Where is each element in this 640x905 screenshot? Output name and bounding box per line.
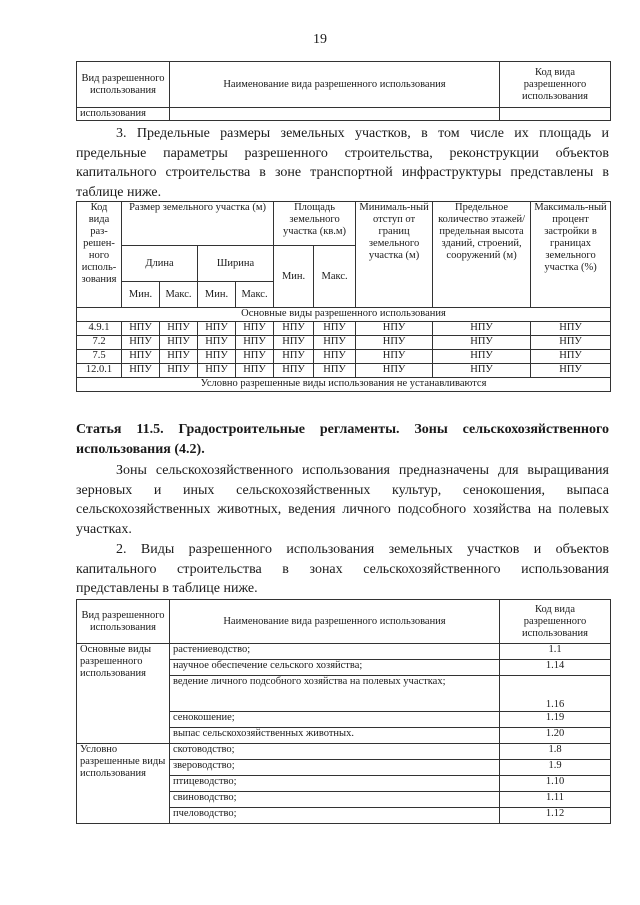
cell-value: НПУ (433, 322, 531, 336)
paragraph-3: 3. Предельные размеры земельных участков, в том числе их площадь и предельные параметры разрешенного строительства, реконструкции объектов капитального строительства в зоне транспортной инфраструктуры представлены в таблице ниже. (76, 126, 609, 200)
cell-value: НПУ (274, 364, 314, 378)
conditional-note: Условно разрешенные виды использования не устанавливаются (77, 378, 611, 392)
header-code: Код вида раз-решен-ного исполь-зования (77, 202, 122, 308)
header-width-min: Мин. (198, 282, 236, 308)
use-name: сенокошение; (170, 712, 500, 728)
header-code: Код вида разрешенного использования (500, 62, 611, 108)
header-type: Вид разрешенного использования (77, 62, 170, 108)
header-area: Площадь земельного участка (кв.м) (274, 202, 356, 246)
section-main: Основные виды разрешенного использования (77, 308, 611, 322)
cell-value: НПУ (314, 322, 356, 336)
cell-value: НПУ (274, 322, 314, 336)
header-name: Наименование вида разрешенного использования (170, 62, 500, 108)
cell-value: НПУ (160, 364, 198, 378)
cell-code: 7.2 (77, 336, 122, 350)
cell-value: НПУ (198, 364, 236, 378)
use-name: птицеводство; (170, 776, 500, 792)
use-code: 1.12 (500, 808, 611, 824)
cell-value: НПУ (314, 364, 356, 378)
use-name: научное обеспечение сельского хозяйства; (170, 660, 500, 676)
cell-value: НПУ (356, 336, 433, 350)
cell-value: НПУ (314, 336, 356, 350)
table-continuation (76, 61, 611, 121)
cell-value: НПУ (531, 364, 611, 378)
header-area-max: Макс. (314, 246, 356, 308)
header-size: Размер земельного участка (м) (122, 202, 274, 246)
table-cell-empty (170, 108, 500, 121)
use-name: свиноводство; (170, 792, 500, 808)
cell-value: НПУ (314, 350, 356, 364)
cell-value: НПУ (122, 350, 160, 364)
cell-value: НПУ (160, 336, 198, 350)
cell-value: НПУ (356, 322, 433, 336)
cell-value: НПУ (122, 364, 160, 378)
cell-value: НПУ (160, 350, 198, 364)
header-length-max: Макс. (160, 282, 198, 308)
table-row (77, 336, 611, 350)
cell-value: НПУ (274, 336, 314, 350)
header-width-max: Макс. (236, 282, 274, 308)
table-row-text: использования (77, 108, 170, 121)
cell-value: НПУ (236, 322, 274, 336)
use-code: 1.16 (500, 676, 611, 712)
header-name: Наименование вида разрешенного использования (170, 600, 500, 644)
header-area-min: Мин. (274, 246, 314, 308)
cell-value: НПУ (433, 350, 531, 364)
header-floors: Предельное количество этажей/ предельная высота зданий, строений, сооружений (м) (433, 202, 531, 308)
use-name: ведение личного подсобного хозяйства на полевых участках; (170, 676, 500, 712)
cell-code: 7.5 (77, 350, 122, 364)
header-length: Длина (122, 246, 198, 282)
header-percent: Максималь-ный процент застройки в границах земельного участка (%) (531, 202, 611, 308)
table-limits (76, 201, 611, 392)
use-code: 1.20 (500, 728, 611, 744)
use-name: скотоводство; (170, 744, 500, 760)
cell-value: НПУ (160, 322, 198, 336)
header-type: Вид разрешенного использования (77, 600, 170, 644)
cell-value: НПУ (433, 364, 531, 378)
cell-value: НПУ (198, 336, 236, 350)
use-code: 1.10 (500, 776, 611, 792)
group-conditional: Условно разрешенные виды использования (77, 744, 170, 824)
table-permitted-uses (76, 599, 611, 824)
cell-value: НПУ (531, 350, 611, 364)
header-width: Ширина (198, 246, 274, 282)
use-code: 1.14 (500, 660, 611, 676)
cell-value: НПУ (122, 322, 160, 336)
use-code: 1.1 (500, 644, 611, 660)
table-row (77, 364, 611, 378)
article-heading: Статья 11.5. Градостроительные регламенты. Зоны сельскохозяйственного использования (4.2). (76, 422, 609, 457)
cell-value: НПУ (198, 350, 236, 364)
header-indent: Минималь-ный отступ от границ земельного участка (м) (356, 202, 433, 308)
cell-value: НПУ (274, 350, 314, 364)
cell-value: НПУ (531, 336, 611, 350)
cell-code: 12.0.1 (77, 364, 122, 378)
cell-value: НПУ (122, 336, 160, 350)
use-code: 1.11 (500, 792, 611, 808)
use-name: звероводство; (170, 760, 500, 776)
page-number: 19 (313, 32, 327, 47)
table-row (77, 350, 611, 364)
header-code: Код вида разрешенного использования (500, 600, 611, 644)
cell-value: НПУ (236, 364, 274, 378)
use-code: 1.8 (500, 744, 611, 760)
cell-value: НПУ (356, 364, 433, 378)
cell-value: НПУ (236, 336, 274, 350)
use-code: 1.9 (500, 760, 611, 776)
use-name: выпас сельскохозяйственных животных. (170, 728, 500, 744)
cell-code: 4.9.1 (77, 322, 122, 336)
use-name: пчеловодство; (170, 808, 500, 824)
cell-value: НПУ (531, 322, 611, 336)
cell-value: НПУ (433, 336, 531, 350)
cell-value: НПУ (236, 350, 274, 364)
paragraph-2: 2. Виды разрешенного использования земельных участков и объектов капитального строительства в зонах сельскохозяйственного использования представлены в таблице ниже. (76, 542, 609, 596)
use-name: растениеводство; (170, 644, 500, 660)
header-length-min: Мин. (122, 282, 160, 308)
table-cell-empty (500, 108, 611, 121)
cell-value: НПУ (356, 350, 433, 364)
group-main: Основные виды разрешенного использования (77, 644, 170, 744)
paragraph-zones: Зоны сельскохозяйственного использования предназначены для выращивания зерновых и иных сельскохозяйственных культур, сенокошения, выпаса сельскохозяйственных животных, ведения личного подсобного хозяйства на полевых участках. (76, 463, 609, 537)
table-row (77, 322, 611, 336)
cell-value: НПУ (198, 322, 236, 336)
use-code: 1.19 (500, 712, 611, 728)
